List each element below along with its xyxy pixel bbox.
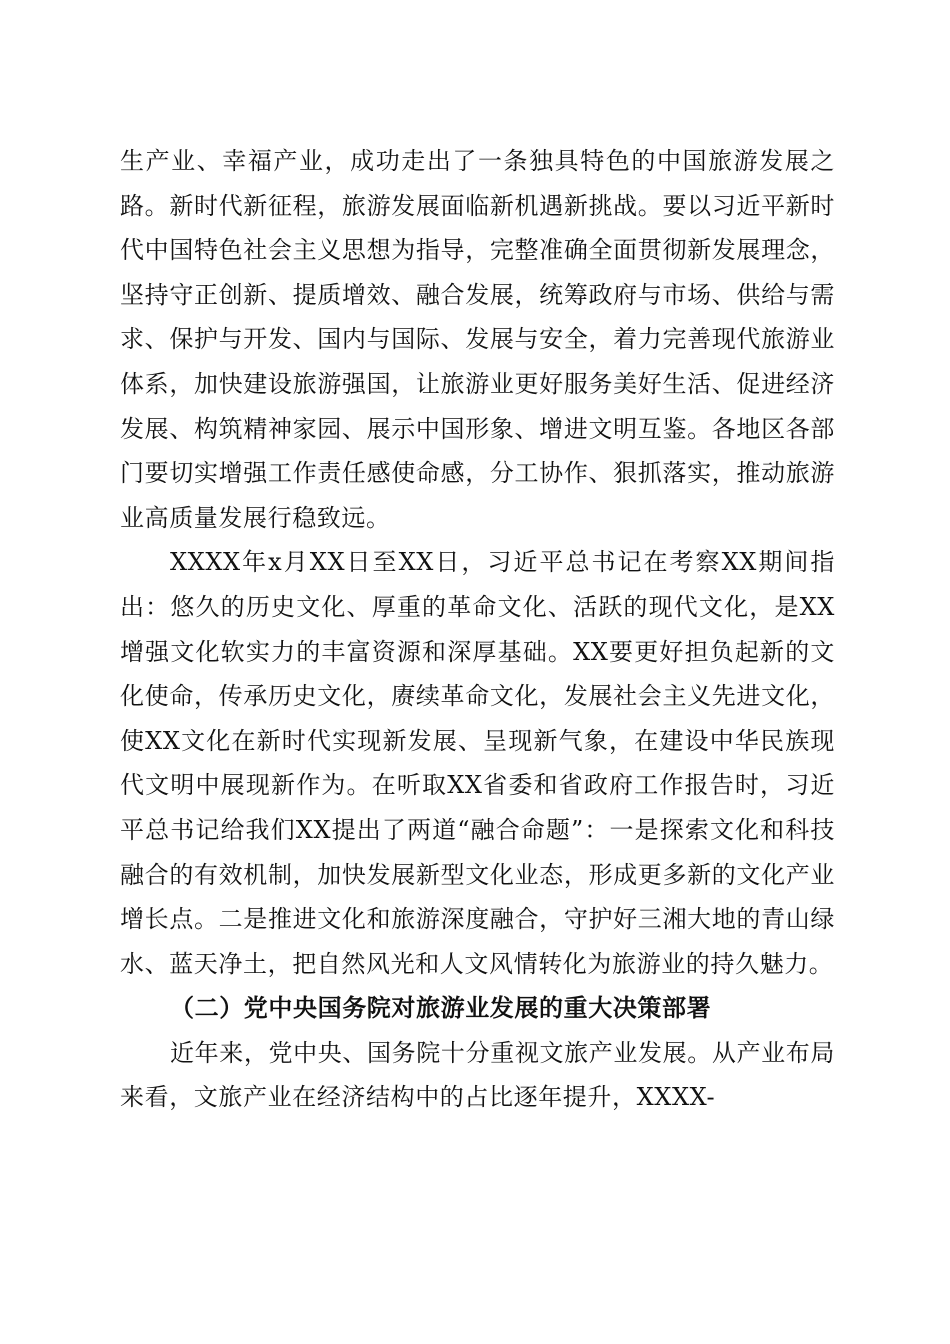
section-heading: （二）党中央国务院对旅游业发展的重大决策部署 — [170, 993, 712, 1023]
paragraph-inspection-remarks: XXXX年x月XX日至XX日，习近平总书记在考察XX期间指出：悠久的历史文化、厚重的革命文化、活跃的现代文化，是XX增强文化软实力的丰富资源和深厚基础。XX要更好担负起新的文化使命，传承历史文化，赓续革命文化，发展社会主义先进文化，使XX文化在新时代实现新发展、呈现新气象，在建设中华民族现代文明中展现新作为。在听取XX省委和省政府工作报告时，习近平总书记给我们XX提出了两道“融合命题”：一是探索文化和科技融合的有效机制，加快发展新型文化业态，形成更多新的文化产业增长点。二是推进文化和旅游深度融合，守护好三湘大地的青山绿水、蓝天净土，把自然风光和人文风情转化为旅游业的持久魅力。 — [120, 548, 835, 978]
paragraph-recent-years: 近年来，党中央、国务院十分重视文旅产业发展。从产业布局来看，文旅产业在经济结构中的占比逐年提升，XXXX- — [120, 1038, 835, 1112]
paragraph-continuation: 生产业、幸福产业，成功走出了一条独具特色的中国旅游发展之路。新时代新征程，旅游发展面临新机遇新挑战。要以习近平新时代中国特色社会主义思想为指导，完整准确全面贯彻新发展理念，坚持守正创新、提质增效、融合发展，统筹政府与市场、供给与需求、保护与开发、国内与国际、发展与安全，着力完善现代旅游业体系，加快建设旅游强国，让旅游业更好服务美好生活、促进经济发展、构筑精神家园、展示中国形象、增进文明互鉴。各地区各部门要切实增强工作责任感使命感，分工协作、狠抓落实，推动旅游业高质量发展行稳致远。 — [120, 147, 835, 532]
document-body — [120, 139, 835, 1120]
